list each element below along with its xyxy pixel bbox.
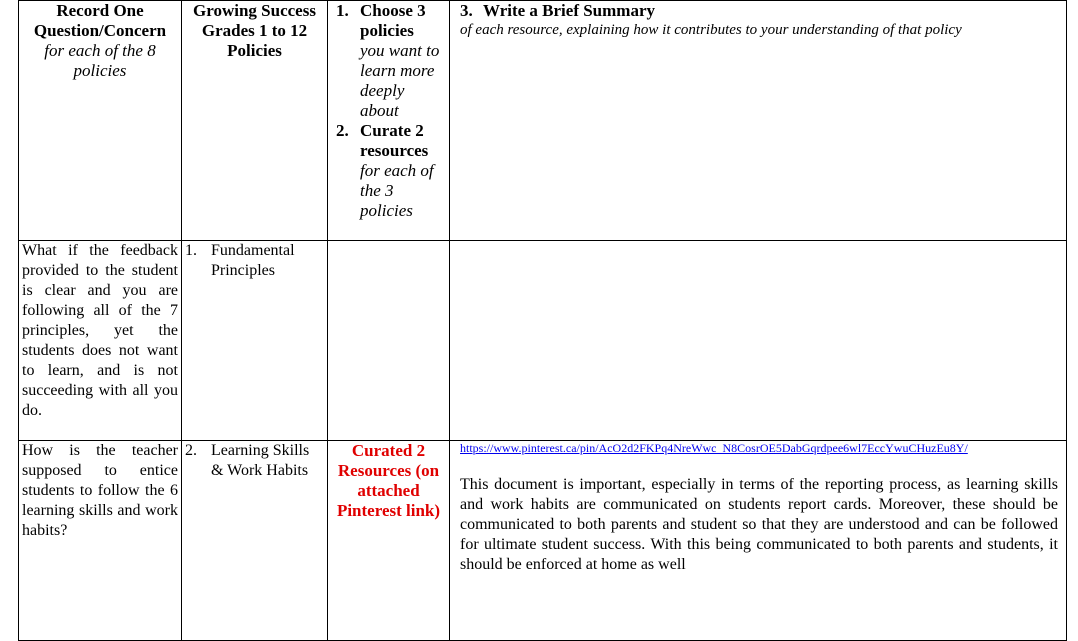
header-question [19,1,182,241]
header-row [19,1,1067,241]
summary-cell [450,441,1067,641]
header-summary-num: 3. [460,1,473,20]
header-choose-num-1: 1. [336,1,349,20]
header-choose-item-2 [336,121,446,221]
table-row [19,241,1067,441]
header-question-title-1: Record One [56,1,144,20]
header-choose-italic-2: for each of the 3 policies [360,161,434,220]
header-choose-item-1 [336,1,446,121]
policy-num: 2. [185,442,197,459]
header-choose-num-2: 2. [336,121,349,140]
policy-num: 1. [185,242,197,259]
header-choose-italic-1: you want to learn more deeply about [360,41,440,120]
header-summary-title: Write a Brief Summary [483,1,656,20]
policy-name: Fundamental Principles [211,242,295,279]
header-summary [450,1,1067,241]
pinterest-link[interactable]: https://www.pinterest.ca/pin/AcO2d2FKPq4NreWwc_N8CosrOE5DabGqrdpee6wl7EccYwuCHuzEu8Y/ [460,441,968,455]
summary-cell [450,241,1067,441]
policy-table [18,0,1067,641]
header-summary-sub: of each resource, explaining how it contributes to your understanding of that policy [460,22,962,38]
header-policies [182,1,328,241]
question-cell: How is the teacher supposed to entice students to follow the 6 learning skills and work habits? [19,441,182,641]
policy-cell [182,441,328,641]
header-policies-title: Growing Success Grades 1 to 12 Policies [193,1,316,60]
resources-cell: Curated 2 Resources (on attached Pinterest link) [328,441,450,641]
policy-cell [182,241,328,441]
header-question-title-2: Question/Concern [33,21,167,40]
header-choose-bold-2: Curate 2 resources [360,121,429,160]
resources-cell [328,241,450,441]
header-choose [328,1,450,241]
table-row [19,441,1067,641]
header-choose-bold-1: Choose 3 policies [360,1,426,40]
header-question-sub: for each of the 8 policies [44,41,156,80]
policy-name: Learning Skills & Work Habits [211,442,310,479]
question-cell: What if the feedback provided to the student is clear and you are following all of the 7 principles, yet the students does not want to learn, and is not succeeding with all you do. [19,241,182,441]
summary-text: This document is important, especially in terms of the reporting process, as learning skills and work habits are communicated on students report cards. Moreover, these should be communicated to both parents and student so that they are understood and can be followed for ultimate student success. With this being communicated to both parents and students, it should be enforced at home as well [460,476,1058,573]
